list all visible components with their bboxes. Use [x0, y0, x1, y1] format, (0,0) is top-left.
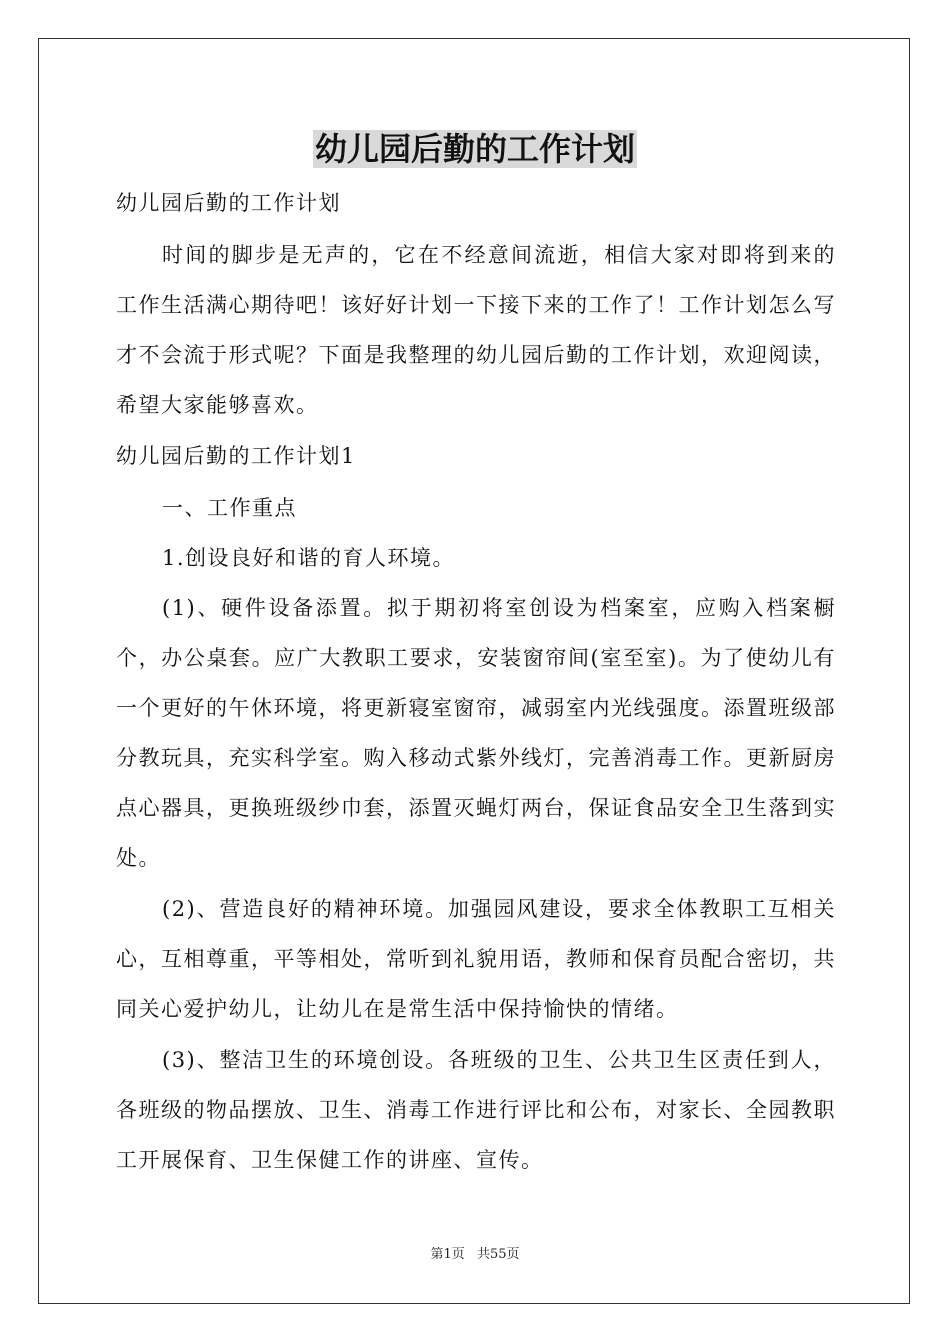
- page-total: 共55页: [476, 1247, 520, 1262]
- body-paragraph-2: (2)、营造良好的精神环境。加强园风建设，要求全体教职工互相关心，互相尊重，平等相处，常听到礼貌用语，教师和保育员配合密切，共同关心爱护幼儿，让幼儿在是常生活中保持愉快的情绪。: [116, 897, 836, 1021]
- body-paragraph-3: (3)、整洁卫生的环境创设。各班级的卫生、公共卫生区责任到人，各班级的物品摆放、卫生、消毒工作进行评比和公布，对家长、全园教职工开展保育、卫生保健工作的讲座、宣传。: [116, 1048, 836, 1172]
- section-heading: 一、工作重点: [162, 496, 297, 520]
- list-item: 1.创设良好和谐的育人环境。: [162, 546, 456, 570]
- intro-paragraph: 时间的脚步是无声的，它在不经意间流逝，相信大家对即将到来的工作生活满心期待吧！该好好计划一下接下来的工作了！工作计划怎么写才不会流于形式呢？下面是我整理的幼儿园后勤的工作计划，欢迎阅读，希望大家能够喜欢。: [116, 243, 836, 417]
- section-title: 幼儿园后勤的工作计划1: [116, 444, 356, 468]
- page-footer: [0, 1246, 950, 1264]
- body-paragraph-1: (1)、硬件设备添置。拟于期初将室创设为档案室，应购入档案橱个，办公桌套。应广大教职工要求，安装窗帘间(室至室)。为了使幼儿有一个更好的午休环境，将更新寝室窗帘，减弱室内光线强度。添置班级部分教玩具，充实科学室。购入移动式紫外线灯，完善消毒工作。更新厨房点心器具，更换班级纱巾套，添置灭蝇灯两台，保证食品安全卫生落到实处。: [116, 596, 836, 870]
- document-title-text: 幼儿园后勤的工作计划: [314, 130, 635, 168]
- document-body: [116, 178, 836, 1185]
- document-subtitle: 幼儿园后勤的工作计划: [116, 191, 341, 215]
- page-number: 第1页: [430, 1247, 465, 1262]
- document-title: [0, 126, 950, 172]
